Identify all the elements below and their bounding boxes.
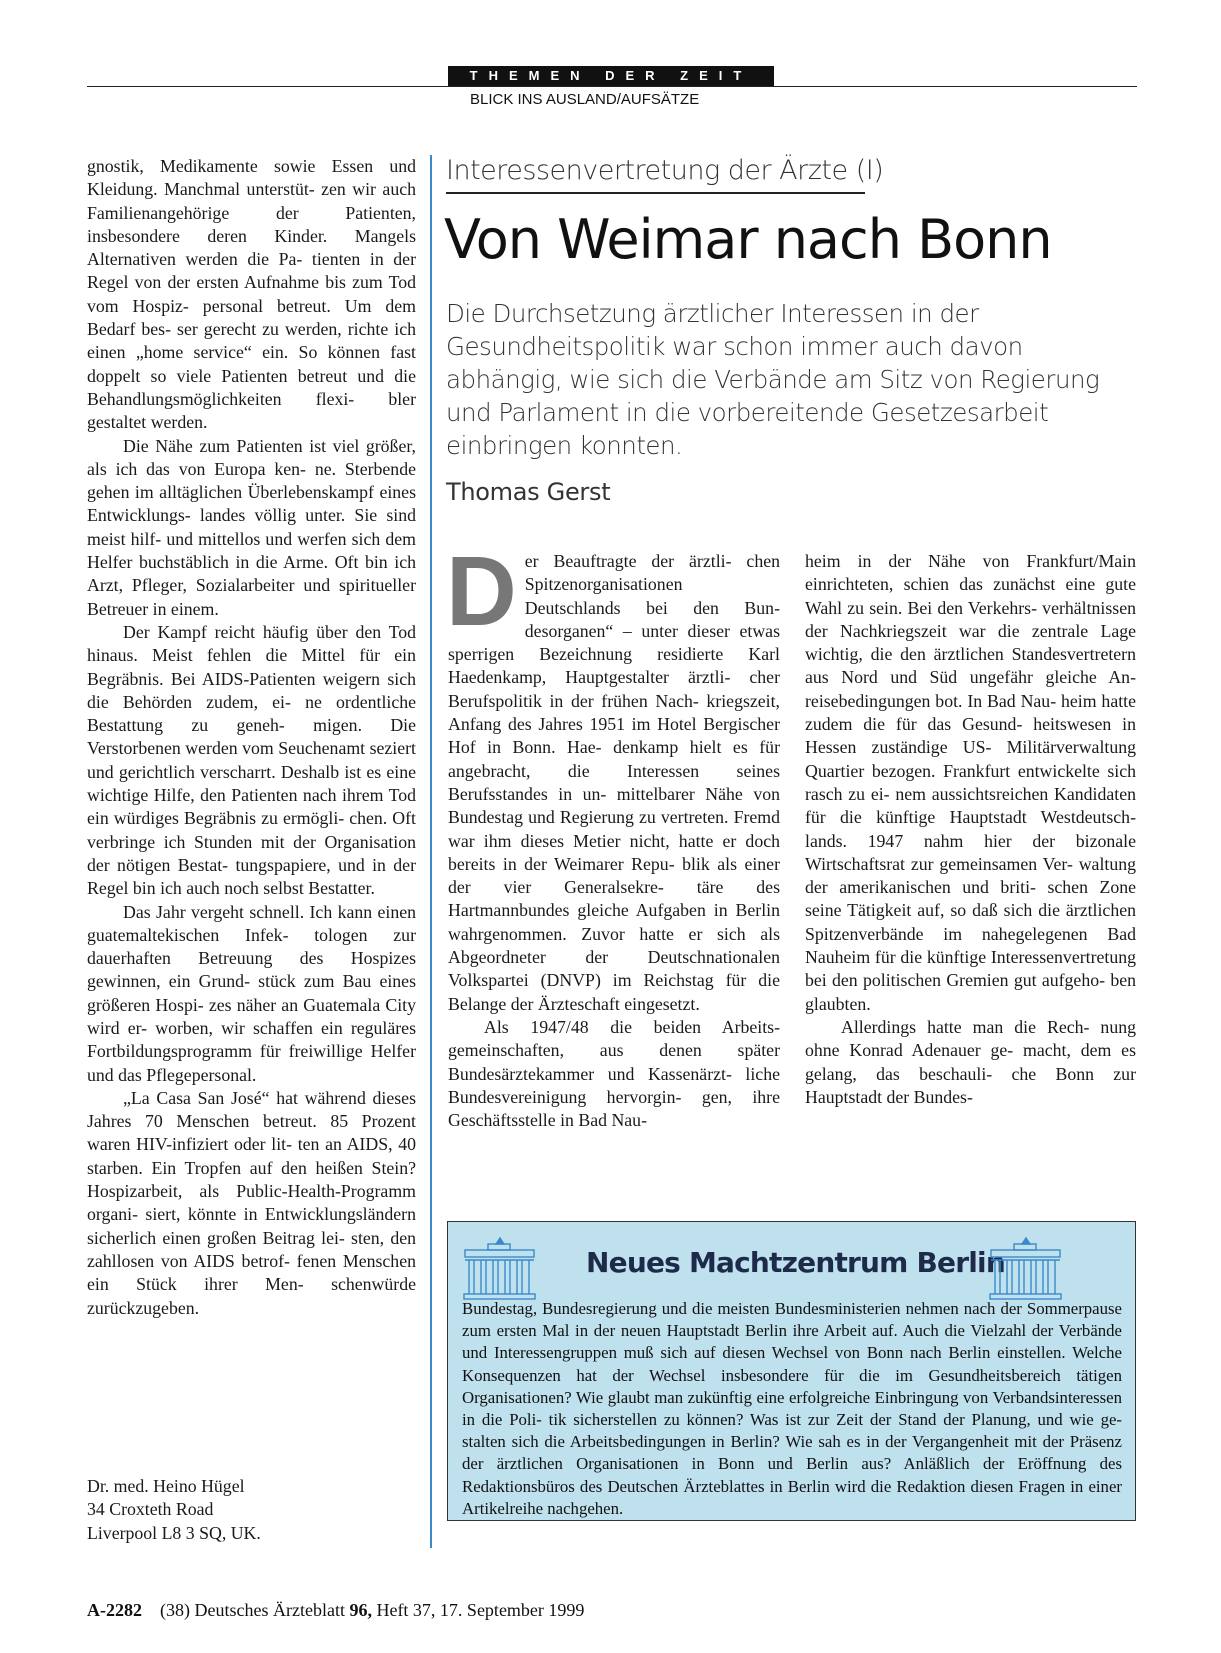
info-box xyxy=(447,1221,1136,1521)
right-paragraph: heim in der Nähe von Frankfurt/Main einrichteten, schien das zunächst eine gute Wahl zu sein. Bei den Verkehrs- verhältnissen der Nachkriegszeit war die zentrale Lage wichtig, die den ärztlichen Standesvertretern aus Nord und Süd ungefähr gleiche An- reisebedingungen bot. In Bad Nau- heim hatte zudem die für das Gesund- heitswesen in Hessen zuständige US- Militärverwaltung Quartier bezogen. Frankfurt entwickelte sich rasch zu ei- nem aussichtsreichen Kandidaten für die künftige Hauptstadt Westdeutsch- lands. 1947 nahm hier der bizonale Wirtschaftsrat zur gemeinsamen Ver- waltung der amerikanischen und briti- schen Zone seine Tätigkeit auf, so daß sich die ärztlichen Spitzenverbände im nahegelegenen Bad Nauheim für die künftige Interessenvertretung bei den politischen Gremien gut aufgeho- ben glaubten. xyxy=(805,551,1136,1014)
left-paragraph: Die Nähe zum Patienten ist viel größer, als ich das von Europa ken- ne. Sterbende gehen im alltäglichen Überlebenskampf eines Entwicklungs- landes völlig unter. Sie sind meist hilf- und mittellos und werfen sich dem Helfer buchstäblich in die Arme. Oft bin ich Arzt, Pfleger, Sozialarbeiter und spiritueller Betreuer in einem. xyxy=(87,435,416,619)
signature-name: Dr. med. Heino Hügel xyxy=(87,1476,245,1496)
info-box-text xyxy=(462,1298,1122,1520)
mid-paragraph xyxy=(446,536,780,1016)
article-title: Von Weimar nach Bonn xyxy=(444,208,1052,271)
section-banner: THEMEN DER ZEIT xyxy=(448,66,774,86)
brandenburg-gate-icon xyxy=(988,1234,1063,1302)
left-paragraph: Der Kampf reicht häufig über den Tod hinaus. Meist fehlen die Mittel für ein Begräbnis. Bei AIDS-Patienten weigern sich die Behörden zudem, ei- ne ordentliche Bestattung zu geneh- migen. Die Verstorbenen werden vom Seuchenamt seziert und gerichtlich verscharrt. Deshalb ist es eine wichtige Hilfe, den Patienten nach ihrem Tod ein würdiges Begräbnis zu ermögli- chen. Oft verbringe ich Stunden mit der Organisation der nötigen Bestat- tungspapiere, und in der Regel bin ich auch noch selbst Bestatter. xyxy=(87,621,416,899)
kicker-underline xyxy=(446,192,865,194)
signature-city: Liverpool L8 3 SQ, UK. xyxy=(87,1522,261,1543)
info-box-paragraph: Bundestag, Bundesregierung und die meisten Bundesministerien nehmen nach der Sommerpause zum ersten Mal in der neuen Hauptstadt Berlin ihre Arbeit auf. Auch die Vielzahl der Verbände und Interessengruppen muß sich auf diesen Wechsel von Bonn nach Berlin einstellen. Welche Konsequenzen hat der Wechsel insbesondere für die im Gesundheitsbereich tätigen Organisationen? Wie glaubt man zukünftig eine erfolgreiche Einbringung von Verbandsinteressen in die Poli- tik sicherstellen zu können? Was ist zur Zeit der Stand der Planung, und wie ge- stalten sich die Arbeitsbedingungen in Berlin? Wie sah es in der Vergangenheit mit der Präsenz der ärztlichen Organisationen in Bonn und Berlin aus? Anläßlich der Eröffnung des Redaktionsbüros des Deutschen Ärzteblattes in Berlin wird die Redaktion diesen Fragen in einer Artikelreihe nachgehen. xyxy=(462,1299,1122,1518)
article-kicker: Interessenvertretung der Ärzte (I) xyxy=(446,155,884,186)
middle-column xyxy=(446,536,780,1132)
right-column xyxy=(805,550,1136,1109)
left-paragraph: „La Casa San José“ hat während dieses Jahres 70 Menschen betreut. 85 Prozent waren HIV-infiziert oder lit- ten an AIDS, 40 starben. Ein Tropfen auf den heißen Stein? Hospizarbeit, als Public-Health-Programm organi- siert, könnte in Entwicklungsländern sicherlich einen großen Beitrag lei- sten, den zahllosen von AIDS betrof- fenen Menschen ein Stück ihrer Men- schenwürde zurückzugeben. xyxy=(87,1087,416,1318)
journal-volume: 96, xyxy=(349,1600,372,1620)
journal-issue: Heft 37, 17. September 1999 xyxy=(376,1600,585,1620)
left-paragraph: Das Jahr vergeht schnell. Ich kann einen guatemaltekischen Infek- tologen zur dauerhaften Betreuung des Hospizes gewinnen, ein Grund- stück zum Bau eines größeren Hospi- zes näher an Guatemala City wird er- worben, wir schaffen ein reguläres Fortbildungsprogramm für freiwillige Helfer und das Pflegepersonal. xyxy=(87,901,416,1085)
info-box-title: Neues Machtzentrum Berlin xyxy=(586,1246,1005,1279)
left-paragraph: gnostik, Medikamente sowie Essen und Kleidung. Manchmal unterstüt- zen wir auch Familienangehörige der Patienten, insbesondere deren Kinder. Mangels Alternativen werden die Pa- tienten in der Regel von der ersten Aufnahme bis zum Tod vom Hospiz- personal betreut. Um dem Bedarf bes- ser gerecht zu werden, richte ich einen „home service“ ein. So können fast doppelt so viele Patienten betreut und die Behandlungsmöglichkeiten flexi- bler gestaltet werden. xyxy=(87,156,416,433)
signature-street: 34 Croxteth Road xyxy=(87,1499,214,1520)
letter-signature xyxy=(87,1475,417,1545)
mid-paragraph: Als 1947/48 die beiden Arbeits- gemeinschaften, aus denen später Bundesärztekammer und Kassenärzt- liche Bundesvereinigung hervorgin- gen, ihre Geschäftsstelle in Bad Nau- xyxy=(448,1016,780,1131)
header-rule xyxy=(87,86,1137,87)
subsection-label: BLICK INS AUSLAND/AUFSÄTZE xyxy=(470,91,700,108)
mid-paragraph-text: er Beauftragte der ärztli- chen Spitzenorganisationen Deutschlands bei den Bun- desorganen“ – unter dieser etwas sperrigen Bezeichnung residierte Karl Haedenkamp, Hauptgestalter ärztli- cher Berufspolitik in der frühen Nach- kriegszeit, Anfang des Jahres 1951 im Hotel Bergischer Hof in Bonn. Hae- denkamp hielt es für angebracht, die Interessen seines Berufsstandes in un- mittelbarer Nähe von Bundestag und Regierung zu vertreten. Fremd war ihm dieses Metier nicht, hatte er doch bereits in der Weimarer Repu- blik als einer der vier Generalsekre- täre des Hartmannbundes gleiche Aufgaben in Berlin wahrgenommen. Zuvor hatte er sich als Abgeordneter der Deutschnationalen Volkspartei (DNVP) im Reichstag für die Belange der Ärzteschaft eingesetzt. xyxy=(448,551,780,1014)
page-code: A-2282 xyxy=(87,1600,142,1620)
journal-name: Deutsches Ärzteblatt xyxy=(194,1600,345,1620)
brandenburg-gate-icon xyxy=(462,1234,537,1302)
left-column xyxy=(87,155,416,1320)
right-paragraph: Allerdings hatte man die Rech- nung ohne Konrad Adenauer ge- macht, dem es gelang, das beschauli- che Bonn zur Hauptstadt der Bundes- xyxy=(805,1016,1136,1107)
page-number: (38) xyxy=(160,1600,190,1620)
page-footer xyxy=(87,1600,584,1621)
article-lead: Die Durchsetzung ärztlicher Interessen in der Gesundheitspolitik war schon immer auch davon abhängig, wie sich die Verbände am Sitz von Regierung und Parlament in die vorbereitende Gesetzesarbeit einbringen konnten. xyxy=(446,299,1100,460)
article-author: Thomas Gerst xyxy=(446,478,611,506)
drop-cap: D xyxy=(446,536,517,646)
column-divider xyxy=(430,155,432,1548)
